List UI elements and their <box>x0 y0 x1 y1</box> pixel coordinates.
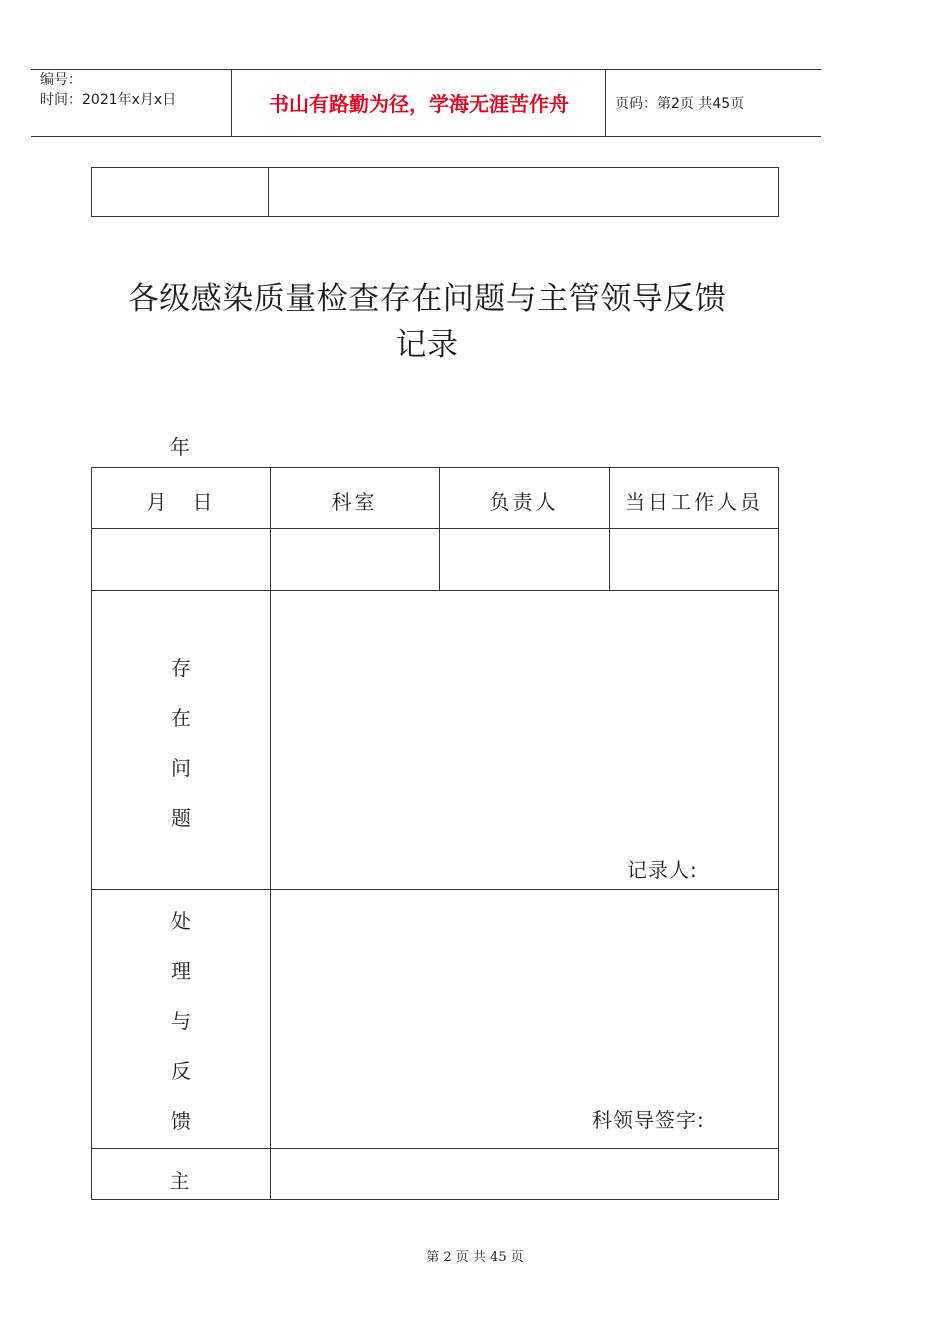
page-title-line1: 各级感染质量检查存在问题与主管领导反馈 <box>127 281 727 317</box>
document-number-label: 编号： <box>40 72 82 88</box>
handling-char: 处 <box>171 909 191 933</box>
record-table <box>91 467 779 1200</box>
handling-char: 理 <box>171 959 191 983</box>
handling-char: 馈 <box>171 1109 191 1133</box>
handling-char: 与 <box>171 1009 191 1033</box>
page-title-line2: 记录 <box>395 327 459 363</box>
last-row-label: 主 <box>169 1169 193 1193</box>
problems-char: 存 <box>171 656 191 680</box>
header-bottom-rule <box>31 136 821 137</box>
problems-char: 题 <box>171 806 191 830</box>
problems-char: 问 <box>171 756 191 780</box>
continuation-table <box>91 167 779 217</box>
row-divider <box>92 528 778 529</box>
header-motto: 书山有路勤为径，学海无涯苦作舟 <box>269 92 569 116</box>
problems-char: 在 <box>171 706 191 730</box>
header-page-info: 页码：第2页 共45页 <box>615 96 745 112</box>
document-time-label: 时间：2021年x月x日 <box>40 92 177 108</box>
page-title <box>90 276 764 368</box>
handling-label <box>92 896 270 1146</box>
row-divider <box>92 1148 778 1149</box>
leader-sign-label: 科领导签字: <box>592 1108 705 1132</box>
row-divider <box>92 889 778 890</box>
header-meta <box>40 70 176 110</box>
year-label: 年 <box>170 435 190 459</box>
continuation-table-divider <box>268 168 269 216</box>
header-cell-date: 月 日 <box>146 490 216 514</box>
header-cell-staff: 当日工作人员 <box>625 490 763 514</box>
page-footer: 第 2 页 共 45 页 <box>426 1250 524 1265</box>
row-divider <box>92 590 778 591</box>
handling-char: 反 <box>171 1059 191 1083</box>
header-cell-responsible: 负责人 <box>489 490 559 514</box>
problems-label <box>92 643 270 843</box>
header-cell-department: 科室 <box>331 490 378 514</box>
recorder-label: 记录人: <box>627 858 698 882</box>
column-divider <box>270 468 271 1199</box>
